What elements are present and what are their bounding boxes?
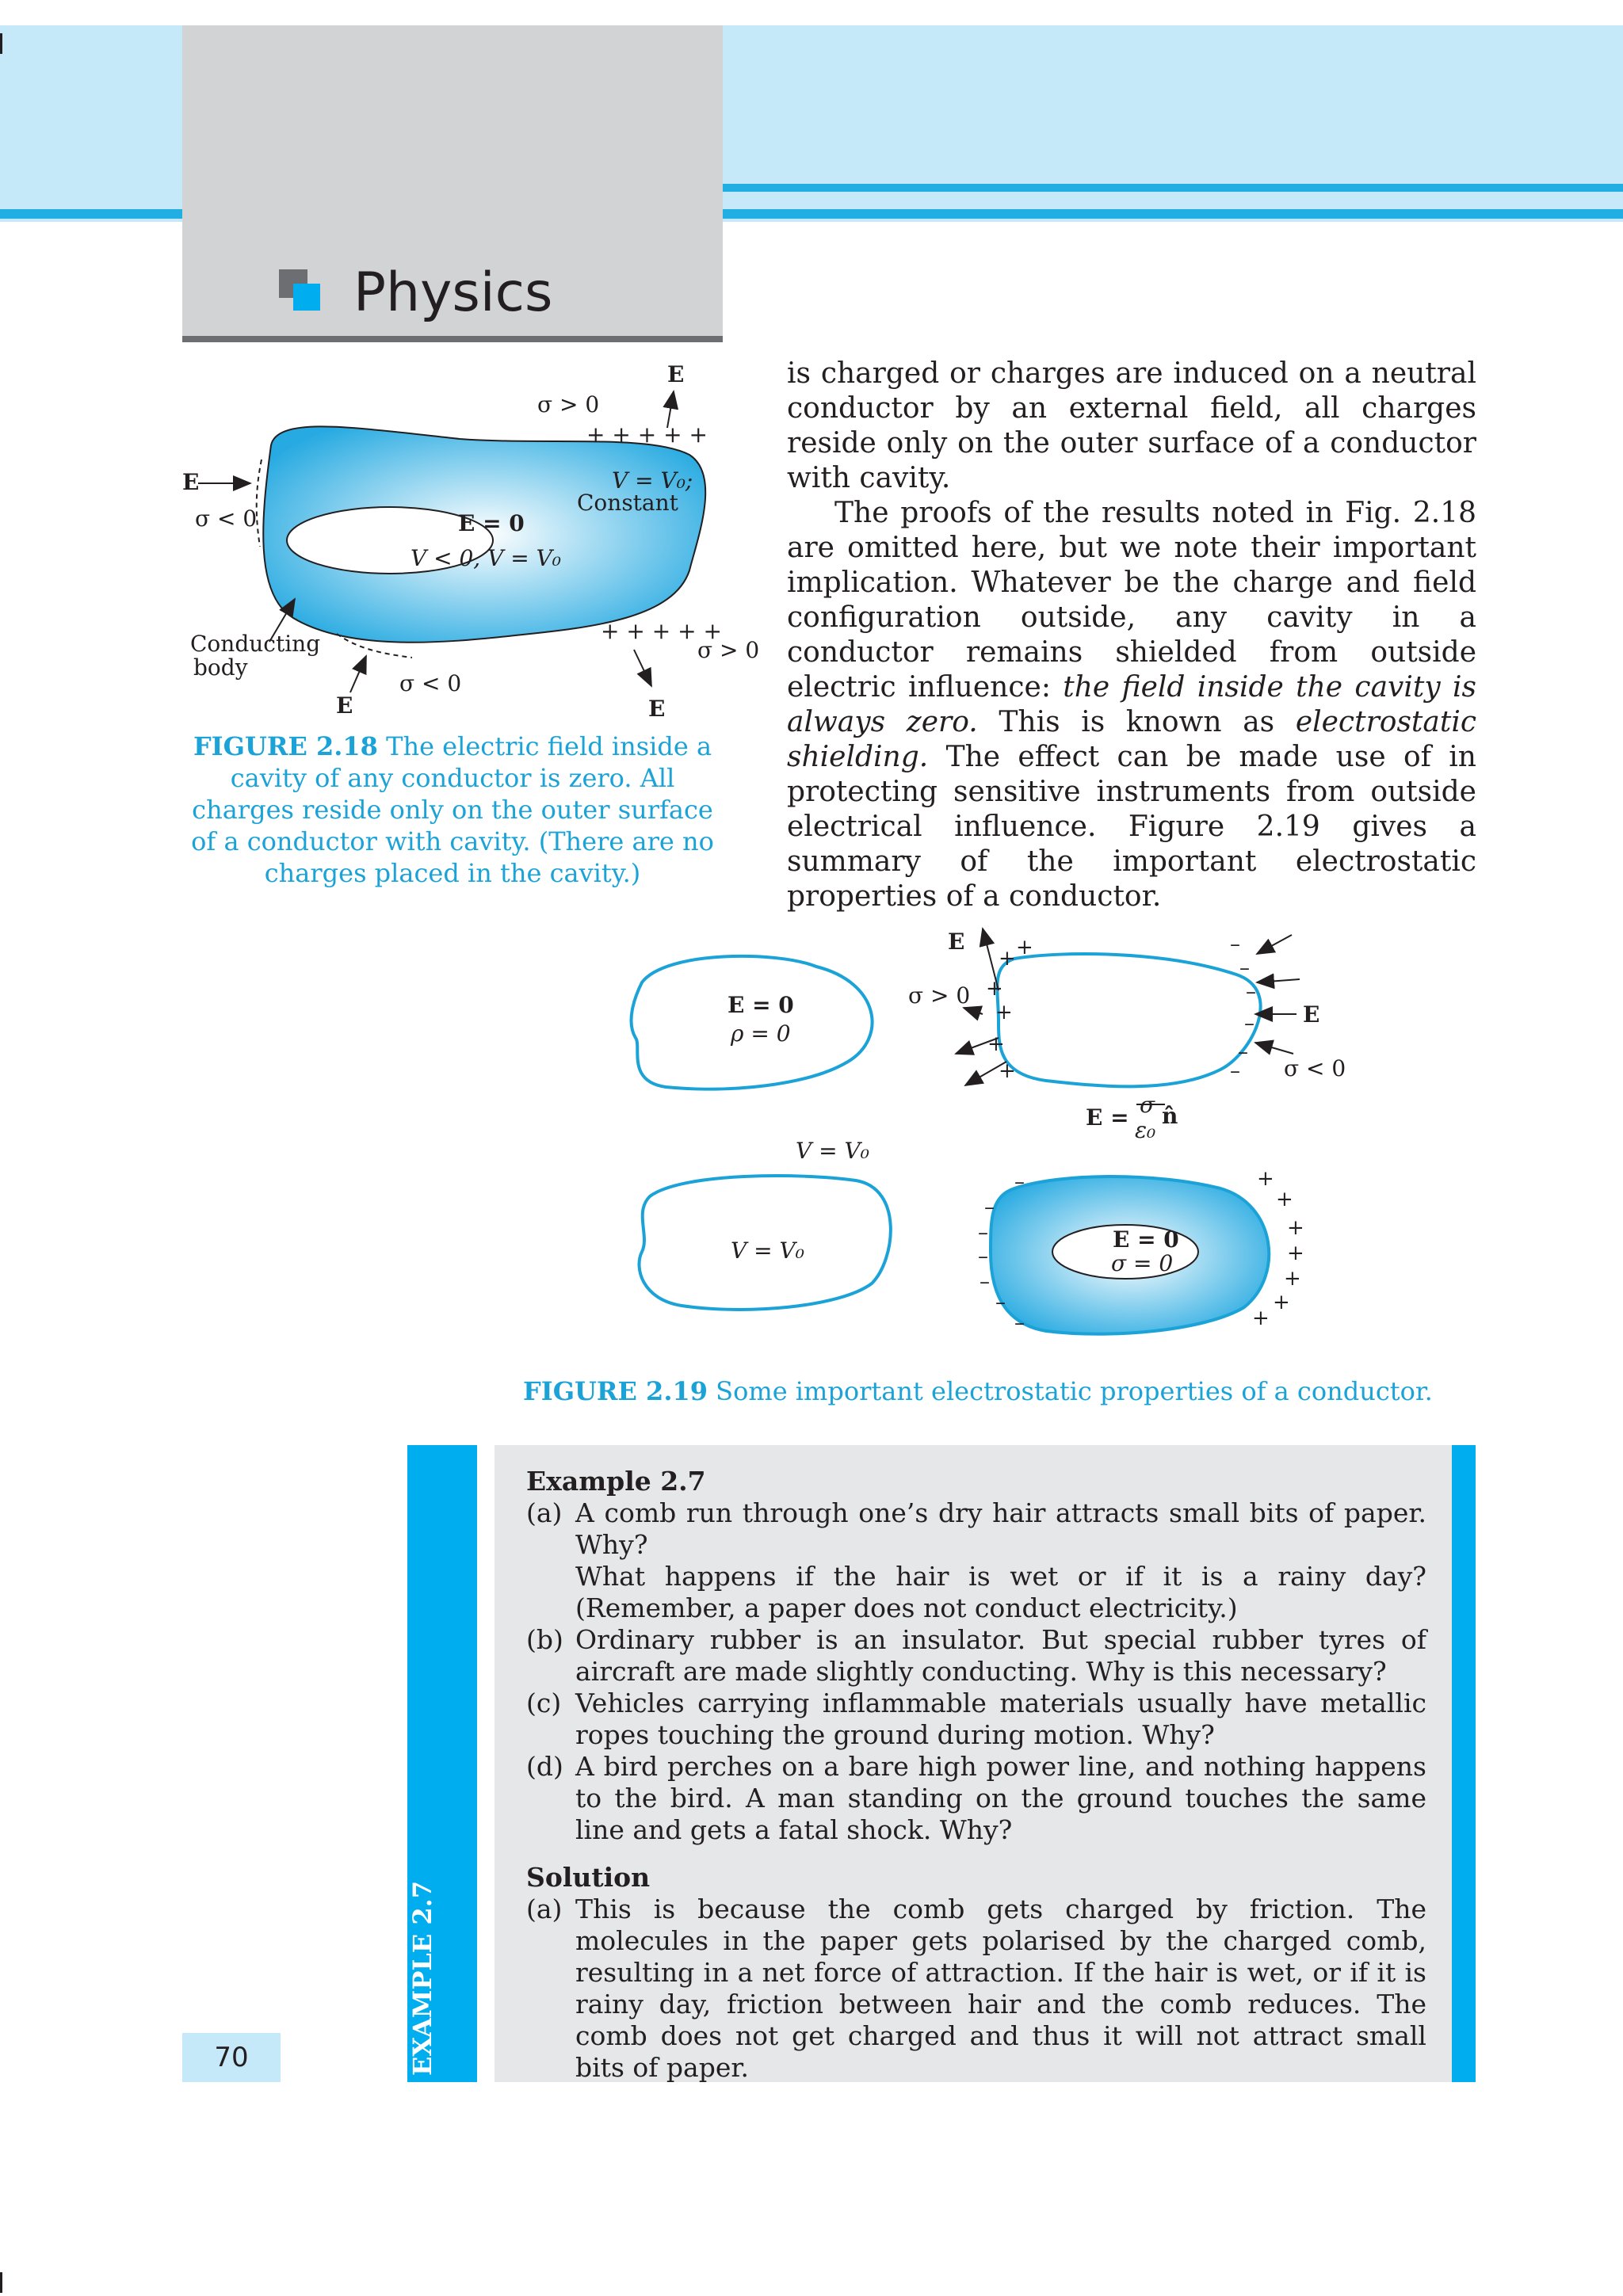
svg-text:–: – bbox=[978, 1245, 988, 1268]
fig18-E-bottom-right: E bbox=[648, 696, 666, 722]
fig19-formula-n: n̂ bbox=[1162, 1103, 1178, 1129]
fig18-v-const-2: Constant bbox=[577, 490, 678, 516]
fig18-cavity-label-2: V < 0, V = V₀ bbox=[411, 545, 562, 571]
svg-text:+: + bbox=[999, 947, 1016, 971]
svg-text:+: + bbox=[1287, 1241, 1304, 1265]
svg-text:–: – bbox=[1239, 956, 1250, 980]
svg-text:–: – bbox=[1014, 1170, 1025, 1194]
fig18-v-const-1: V = V₀; bbox=[612, 467, 693, 494]
crop-mark-top bbox=[0, 33, 2, 54]
fig18-plus-right: + + + + + bbox=[601, 618, 722, 644]
svg-text:–: – bbox=[1014, 1311, 1025, 1335]
fig19-br-label-2: σ = 0 bbox=[1111, 1250, 1174, 1276]
crop-mark-bottom bbox=[0, 2272, 2, 2293]
fig18-conducting-2: body bbox=[193, 654, 248, 681]
solution-key: (a) bbox=[526, 1894, 563, 1924]
fig18-sigma-neg-bottom: σ < 0 bbox=[399, 670, 462, 696]
section-square-icon bbox=[279, 269, 323, 314]
question-text: A bird perches on a bare high power line, and nothing happens to the bird. A man standing on the ground touches the same line and gets a fatal shock. Why? bbox=[575, 1751, 1426, 1845]
conductor-top-right bbox=[997, 954, 1260, 1086]
fig18-cavity-label-1: E = 0 bbox=[458, 510, 525, 536]
fig18-sigma-neg-left: σ < 0 bbox=[195, 505, 258, 532]
figure-2-18-caption-label: FIGURE 2.18 bbox=[193, 731, 378, 761]
solution-a bbox=[526, 1894, 1426, 2084]
fig18-sigma-pos-top: σ > 0 bbox=[537, 391, 600, 418]
svg-text:–: – bbox=[1238, 1040, 1248, 1064]
example-right-bar bbox=[1452, 1445, 1476, 2082]
svg-text:+: + bbox=[1284, 1267, 1301, 1291]
figure-2-19-caption bbox=[523, 1375, 1506, 1407]
fig19-E-top: E bbox=[948, 929, 965, 955]
figure-2-19-caption-text: Some important electrostatic properties of a conductor. bbox=[707, 1376, 1433, 1406]
svg-text:+: + bbox=[1016, 936, 1033, 959]
fig19-sigma-pos: σ > 0 bbox=[908, 982, 971, 1009]
question-c bbox=[526, 1688, 1426, 1751]
body-p2-c: This is known as bbox=[977, 706, 1296, 738]
body-p2-emph-1: the field inside the cavity is always zero. bbox=[787, 671, 1477, 738]
header-rule-upper bbox=[723, 184, 1623, 192]
question-text: A comb run through one’s dry hair attracts small bits of paper. Why? bbox=[575, 1497, 1426, 1560]
fig19-br-label-1: E = 0 bbox=[1113, 1226, 1179, 1253]
svg-text:–: – bbox=[978, 1221, 988, 1245]
example-content bbox=[526, 1466, 1426, 2084]
question-d bbox=[526, 1751, 1426, 1846]
body-paragraph-1: is charged or charges are induced on a neutral conductor by an external field, all charges reside only on the outer surface of a conductor with cavity. bbox=[787, 357, 1476, 494]
svg-text:–: – bbox=[980, 1270, 990, 1294]
svg-text:+: + bbox=[1257, 1167, 1274, 1191]
question-b bbox=[526, 1624, 1426, 1688]
figure-2-18-caption-text: The electric field inside a cavity of any conductor is zero. All charges reside only on the outer surface of a conductor with cavity. (There are no charges placed in the cavity.) bbox=[191, 731, 714, 888]
svg-text:–: – bbox=[995, 1291, 1006, 1314]
question-a bbox=[526, 1497, 1426, 1624]
svg-text:+: + bbox=[987, 1032, 1005, 1056]
chapter-header-rule bbox=[182, 336, 723, 342]
example-side-label: EXAMPLE 2.7 bbox=[407, 1880, 437, 2076]
body-p2-emph-2: electrostatic shielding. bbox=[787, 706, 1476, 773]
fig19-formula-num: σ bbox=[1140, 1092, 1155, 1118]
figure-2-18-caption bbox=[182, 730, 723, 889]
page-number: 70 bbox=[182, 2033, 281, 2082]
fig18-E-left: E bbox=[182, 469, 200, 495]
svg-text:–: – bbox=[1244, 1012, 1254, 1035]
svg-text:+: + bbox=[986, 977, 1003, 1001]
body-p2-e: The effect can be made use of in protecting sensitive instruments from outside electrical influence. Figure 2.19 gives a summary of the important electrostatic properties of a conductor. bbox=[787, 741, 1476, 913]
svg-text:+: + bbox=[995, 1001, 1013, 1024]
body-paragraph-2 bbox=[787, 496, 1476, 914]
question-key: (b) bbox=[526, 1624, 563, 1655]
fig18-E-top: E bbox=[667, 361, 685, 387]
fig18-sigma-pos-right: σ > 0 bbox=[697, 637, 760, 663]
question-key: (a) bbox=[526, 1497, 563, 1528]
solution-heading: Solution bbox=[526, 1862, 651, 1893]
fig19-formula-den: ε₀ bbox=[1135, 1117, 1156, 1143]
body-text bbox=[787, 357, 1476, 914]
svg-text:+: + bbox=[999, 1059, 1016, 1083]
svg-text:–: – bbox=[1230, 1059, 1240, 1083]
solution-text: This is because the comb gets charged by friction. The molecules in the paper gets polarised by the charged comb, resulting in a net force of attraction. If the hair is wet, or if it is rainy day, friction between hair and the comb reduces. The comb does not get charged and thus it will not attract small bits of paper. bbox=[575, 1894, 1426, 2083]
fig19-formula-left: E = bbox=[1086, 1104, 1129, 1131]
question-text: Ordinary rubber is an insulator. But special rubber tyres of aircraft are made slightly conducting. Why is this necessary? bbox=[575, 1624, 1426, 1687]
figure-2-19-caption-label: FIGURE 2.19 bbox=[523, 1376, 708, 1406]
fig19-tl-label-1: E = 0 bbox=[727, 992, 794, 1018]
body-p2-a: The proofs of the results noted in Fig. 2.18 are omitted here, but we note their important implication. Whatever be the charge and field configuration outside, any cavity in a conductor remains shielded from outside electric influence: bbox=[787, 497, 1476, 704]
fig18-E-bottom-left: E bbox=[336, 692, 353, 719]
figure-2-18-diagram bbox=[182, 357, 761, 721]
fig18-conducting-1: Conducting bbox=[190, 631, 321, 657]
svg-text:+: + bbox=[1287, 1216, 1304, 1240]
svg-text:–: – bbox=[984, 1196, 995, 1219]
svg-text:–: – bbox=[1230, 933, 1240, 956]
fig19-bl-label: V = V₀ bbox=[731, 1238, 804, 1264]
question-key: (c) bbox=[526, 1688, 562, 1718]
fig19-v-equal: V = V₀ bbox=[796, 1138, 869, 1164]
fig19-sigma-neg: σ < 0 bbox=[1284, 1055, 1346, 1081]
svg-text:–: – bbox=[1246, 980, 1256, 1004]
question-key: (d) bbox=[526, 1751, 563, 1782]
figure-2-19-diagram bbox=[618, 919, 1411, 1347]
fig19-tl-label-2: ρ = 0 bbox=[731, 1020, 791, 1047]
fig19-E-right: E bbox=[1303, 1001, 1320, 1028]
page-title: Physics bbox=[353, 261, 553, 324]
svg-text:+: + bbox=[1273, 1291, 1290, 1314]
svg-text:+: + bbox=[1252, 1306, 1270, 1330]
fig18-plus-top: + + + + + bbox=[586, 421, 708, 448]
question-text: What happens if the hair is wet or if it is a rainy day? (Remember, a paper does not conduct electricity.) bbox=[575, 1561, 1426, 1623]
example-heading: Example 2.7 bbox=[526, 1466, 706, 1497]
question-text: Vehicles carrying inflammable materials usually have metallic ropes touching the ground during motion. Why? bbox=[575, 1688, 1426, 1750]
svg-text:+: + bbox=[1276, 1188, 1293, 1211]
